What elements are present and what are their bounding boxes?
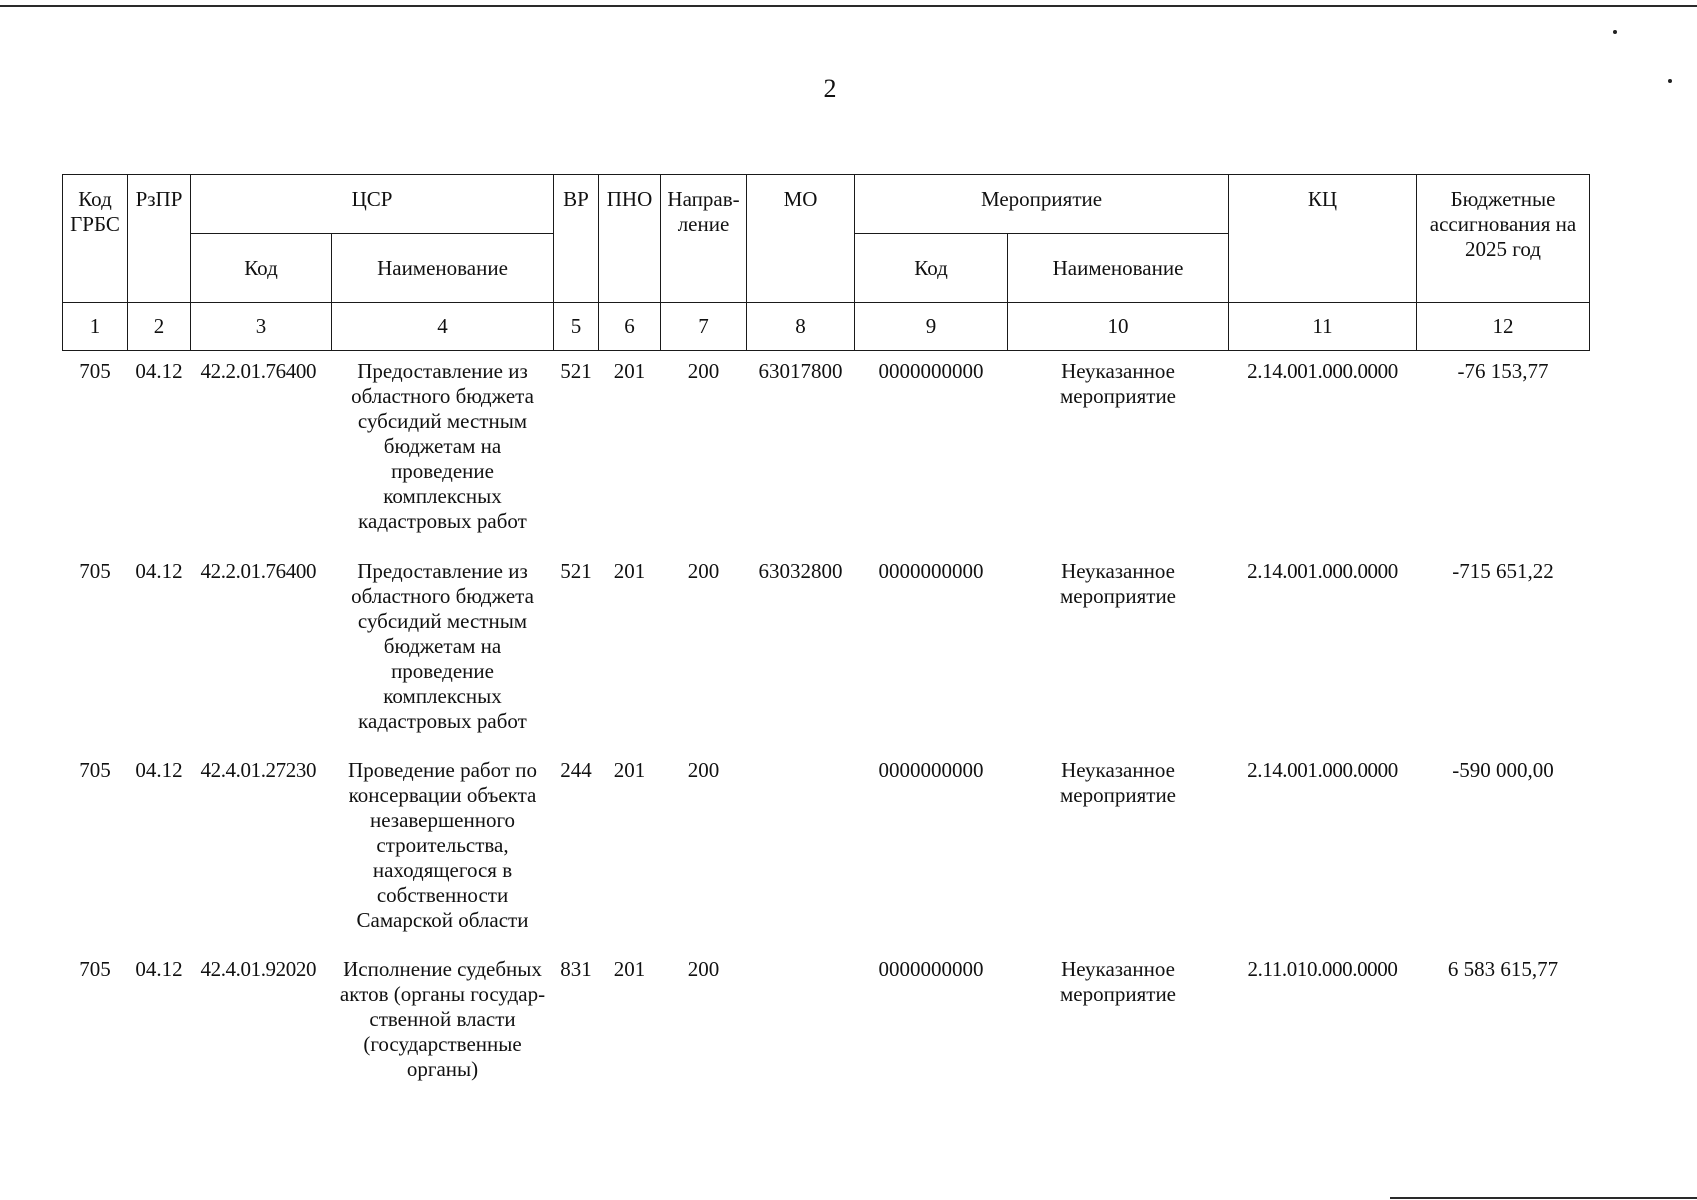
- cell-rzpr: 04.12: [135, 559, 183, 583]
- cell-event-name: Неуказанное мероприятие: [1060, 758, 1176, 807]
- header-csr: ЦСР: [191, 175, 554, 234]
- header-vr: ВР: [554, 175, 599, 303]
- cell-direction: 200: [687, 359, 720, 383]
- cell-rzpr: 04.12: [135, 359, 183, 383]
- cell-amount: 6 583 615,77: [1447, 957, 1559, 981]
- scan-speck: [1668, 79, 1672, 83]
- table-row: [63, 351, 1590, 552]
- column-number: 7: [661, 303, 747, 351]
- cell-amount: -590 000,00: [1452, 758, 1554, 782]
- column-number: 4: [332, 303, 554, 351]
- cell-kc: 2.14.001.000.0000: [1247, 559, 1398, 583]
- cell-event-code: 0000000000: [878, 758, 984, 782]
- cell-event-name: Неуказанное мероприятие: [1060, 559, 1176, 608]
- header-csr-name: Наименование: [332, 234, 554, 303]
- cell-event-name: Неуказанное мероприятие: [1060, 359, 1176, 408]
- cell-direction: 200: [687, 559, 720, 583]
- cell-grbs: 705: [79, 559, 111, 583]
- cell-mo: 63017800: [758, 359, 843, 383]
- cell-direction: 200: [687, 758, 720, 782]
- cell-csr-name: Предоставление из областного бюджета субсидий местным бюджетам на проведение комплексных кадастровых работ: [351, 559, 534, 733]
- cell-csr-code: 42.2.01.76400: [200, 359, 317, 383]
- column-number: 10: [1008, 303, 1229, 351]
- cell-grbs: 705: [79, 758, 111, 782]
- column-number-row: [63, 303, 1590, 351]
- table-row: [63, 949, 1590, 1117]
- cell-csr-name: Исполнение судебных актов (органы государ-ственной власти (государственные органы): [339, 957, 546, 1081]
- table-row: [63, 750, 1590, 949]
- cell-csr-code: 42.4.01.27230: [200, 758, 317, 782]
- cell-csr-name: Проведение работ по консервации объекта незавершенного строительства, находящегося в собственности Самарской области: [348, 758, 537, 932]
- cell-mo: 63032800: [758, 559, 843, 583]
- column-number: 9: [855, 303, 1008, 351]
- table-row: [63, 551, 1590, 750]
- column-number: 2: [128, 303, 191, 351]
- cell-rzpr: 04.12: [135, 758, 183, 782]
- cell-event-code: 0000000000: [878, 359, 984, 383]
- cell-csr-name: Предоставление из областного бюджета субсидий местным бюджетам на проведение комплексных кадастровых работ: [351, 359, 534, 533]
- cell-direction: 200: [687, 957, 720, 981]
- cell-vr: 831: [560, 957, 592, 981]
- header-csr-code: Код: [191, 234, 332, 303]
- budget-allocation-table: [62, 174, 1590, 1117]
- column-number: 6: [599, 303, 661, 351]
- scan-border-top: [0, 5, 1697, 7]
- cell-vr: 521: [560, 559, 592, 583]
- cell-vr: 244: [560, 758, 592, 782]
- cell-amount: -76 153,77: [1457, 359, 1549, 383]
- column-number: 8: [747, 303, 855, 351]
- header-event: Мероприятие: [855, 175, 1229, 234]
- header-event-name: Наименование: [1008, 234, 1229, 303]
- cell-event-name: Неуказанное мероприятие: [1060, 957, 1176, 1006]
- cell-vr: 521: [560, 359, 592, 383]
- cell-csr-code: 42.4.01.92020: [200, 957, 317, 981]
- cell-pno: 201: [613, 559, 646, 583]
- cell-mo: [747, 750, 855, 949]
- header-event-code: Код: [855, 234, 1008, 303]
- cell-grbs: 705: [79, 359, 111, 383]
- cell-rzpr: 04.12: [135, 957, 183, 981]
- cell-kc: 2.14.001.000.0000: [1247, 758, 1398, 782]
- header-kc: КЦ: [1229, 175, 1417, 303]
- scan-speck: [1613, 30, 1617, 34]
- column-number: 12: [1417, 303, 1590, 351]
- cell-mo: [747, 949, 855, 1117]
- header-rzpr: РзПР: [128, 175, 191, 303]
- page-number: 2: [823, 74, 837, 103]
- cell-kc: 2.14.001.000.0000: [1247, 359, 1398, 383]
- header-direction: Направ-ление: [661, 175, 747, 303]
- header-pno: ПНО: [599, 175, 661, 303]
- cell-grbs: 705: [79, 957, 111, 981]
- cell-event-code: 0000000000: [878, 559, 984, 583]
- cell-event-code: 0000000000: [878, 957, 984, 981]
- column-number: 11: [1229, 303, 1417, 351]
- cell-pno: 201: [613, 758, 646, 782]
- header-kod-grbs: Код ГРБС: [63, 175, 128, 303]
- cell-amount: -715 651,22: [1452, 559, 1554, 583]
- cell-kc: 2.11.010.000.0000: [1247, 957, 1398, 981]
- cell-csr-code: 42.2.01.76400: [200, 559, 317, 583]
- column-number: 3: [191, 303, 332, 351]
- cell-pno: 201: [613, 957, 646, 981]
- header-mo: МО: [747, 175, 855, 303]
- column-number: 1: [63, 303, 128, 351]
- cell-pno: 201: [613, 359, 646, 383]
- header-row: [63, 175, 1590, 234]
- header-allocations: Бюджетные ассигнования на 2025 год: [1417, 175, 1590, 303]
- column-number: 5: [554, 303, 599, 351]
- scan-border-bottom: [1390, 1197, 1697, 1199]
